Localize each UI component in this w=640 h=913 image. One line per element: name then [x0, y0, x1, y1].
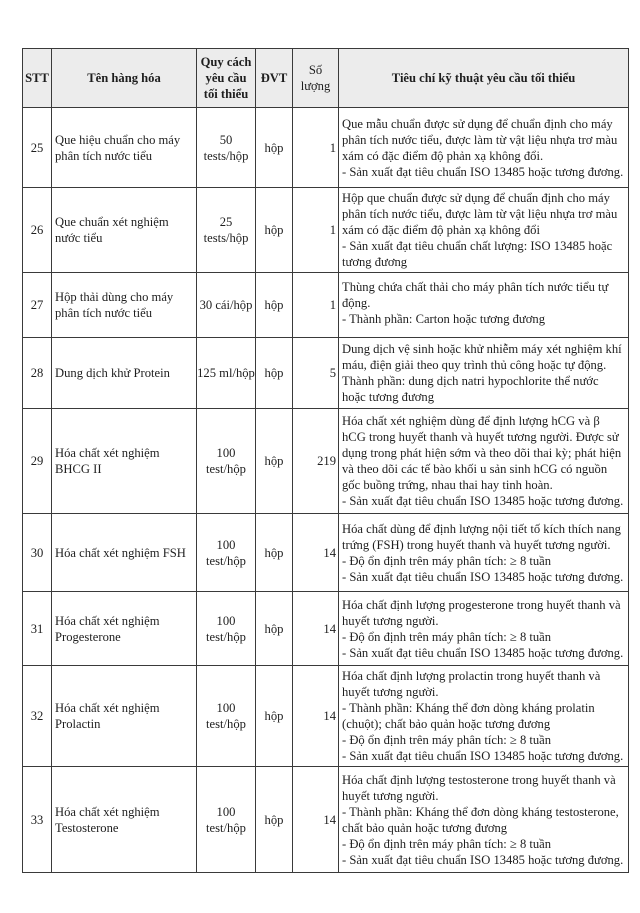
cell-qty: 14	[293, 767, 339, 873]
criteria-line: Thành phần: dung dịch natri hypochlorite thể nước hoặc tương đương	[342, 374, 599, 404]
document-page	[22, 48, 628, 873]
cell-criteria	[339, 666, 629, 767]
cell-spec	[197, 108, 256, 188]
cell-stt: 31	[23, 592, 52, 666]
cell-unit: hộp	[256, 767, 293, 873]
criteria-line: - Sản xuất đạt tiêu chuẩn ISO 13485 hoặc tương đương.	[342, 569, 624, 584]
cell-unit: hộp	[256, 188, 293, 273]
cell-spec	[197, 767, 256, 873]
criteria-line: - Sản xuất đạt tiêu chuẩn ISO 13485 hoặc tương đương.	[342, 164, 624, 179]
cell-criteria	[339, 338, 629, 409]
table-row	[23, 767, 629, 873]
header-qty	[293, 49, 339, 108]
cell-name: Hóa chất xét nghiệm Prolactin	[52, 666, 197, 767]
criteria-line: Hóa chất xét nghiệm dùng để định lượng hCG và β hCG trong huyết thanh và huyết tương người. Được sử dụng trong phát hiện sớm và theo dõi thai kỳ; phát hiện và theo dõi các tế bào khối u sản sinh hCG có nguồn gốc buồng trứng, nhau thai hay tinh hoàn.	[342, 414, 622, 492]
cell-spec-line: test/hộp	[206, 629, 246, 644]
cell-criteria	[339, 514, 629, 592]
header-spec-line: Quy cách	[200, 55, 252, 69]
header-spec-line: tối thiểu	[203, 87, 249, 101]
table-row	[23, 273, 629, 338]
criteria-line: - Độ ổn định trên máy phân tích: ≥ 8 tuần	[342, 733, 552, 747]
cell-spec-line: 100	[216, 613, 236, 628]
cell-criteria	[339, 108, 629, 188]
cell-spec-line: 100	[216, 804, 236, 819]
cell-name: Hộp thải dùng cho máy phân tích nước tiểu	[52, 273, 197, 338]
goods-spec-table	[22, 48, 629, 873]
cell-criteria	[339, 409, 629, 514]
criteria-line: - Sản xuất đạt tiêu chuẩn ISO 13485 hoặc tương đương.	[342, 645, 624, 660]
header-name: Tên hàng hóa	[52, 49, 197, 108]
table-row	[23, 592, 629, 666]
cell-spec-line: 100	[216, 701, 236, 715]
cell-spec-line: 50	[219, 132, 233, 147]
cell-stt: 26	[23, 188, 52, 273]
cell-spec-line: 100	[216, 537, 236, 552]
cell-unit: hộp	[256, 592, 293, 666]
criteria-line: Hóa chất định lượng testosterone trong huyết thanh và huyết tương người.	[342, 772, 616, 803]
cell-qty: 14	[293, 514, 339, 592]
cell-qty: 14	[293, 666, 339, 767]
cell-criteria	[339, 767, 629, 873]
table-row	[23, 666, 629, 767]
cell-spec-line: 25	[219, 215, 233, 229]
cell-spec-line: 125 ml/hộp	[197, 366, 255, 380]
criteria-line: Hóa chất dùng để định lượng nội tiết tố kích thích nang trứng (FSH) trong huyết thanh và huyết tương người.	[342, 521, 621, 552]
cell-qty: 1	[293, 188, 339, 273]
cell-stt: 29	[23, 409, 52, 514]
cell-unit: hộp	[256, 514, 293, 592]
cell-criteria	[339, 273, 629, 338]
cell-stt: 28	[23, 338, 52, 409]
cell-unit: hộp	[256, 338, 293, 409]
criteria-line: - Sản xuất đạt tiêu chuẩn ISO 13485 hoặc tương đương.	[342, 852, 624, 867]
header-qty-line: Số	[308, 63, 323, 77]
criteria-line: Hóa chất định lượng progesterone trong huyết thanh và huyết tương người.	[342, 597, 621, 628]
cell-unit: hộp	[256, 273, 293, 338]
table-row	[23, 108, 629, 188]
cell-spec-line: test/hộp	[206, 553, 246, 568]
cell-qty: 1	[293, 108, 339, 188]
criteria-line: - Độ ổn định trên máy phân tích: ≥ 8 tuần	[342, 629, 552, 644]
cell-criteria	[339, 188, 629, 273]
cell-spec-line: tests/hộp	[203, 148, 249, 163]
cell-spec-line: 100	[216, 446, 236, 460]
cell-spec	[197, 666, 256, 767]
cell-spec	[197, 409, 256, 514]
cell-spec	[197, 338, 256, 409]
cell-spec-line: tests/hộp	[203, 231, 249, 245]
cell-name: Hóa chất xét nghiệm Progesterone	[52, 592, 197, 666]
criteria-line: - Sản xuất đạt tiêu chuẩn chất lượng: ISO 13485 hoặc tương đương	[342, 239, 613, 269]
cell-stt: 30	[23, 514, 52, 592]
cell-name: Dung dịch khử Protein	[52, 338, 197, 409]
cell-qty: 5	[293, 338, 339, 409]
criteria-line: Hóa chất định lượng prolactin trong huyết thanh và huyết tương người.	[342, 669, 601, 699]
criteria-line: - Sản xuất đạt tiêu chuẩn ISO 13485 hoặc tương đương.	[342, 494, 624, 508]
cell-spec-line: 30 cái/hộp	[199, 298, 253, 312]
table-body	[23, 108, 629, 873]
cell-spec	[197, 273, 256, 338]
header-stt: STT	[23, 49, 52, 108]
cell-qty: 219	[293, 409, 339, 514]
criteria-line: - Thành phần: Kháng thể đơn dòng kháng prolatin (chuột); chất bảo quản hoặc tương đương	[342, 701, 595, 731]
criteria-line: Hộp que chuẩn được sử dụng để chuẩn định cho máy phân tích nước tiểu, được làm từ vật liệu nhựa trơ màu xám có đặc điểm độ phản xạ không đổi	[342, 191, 618, 237]
criteria-line: Que mẫu chuẩn được sử dụng để chuẩn định cho máy phân tích nước tiểu, được làm từ vật liệu nhựa trơ màu xám có đặc điểm độ phản xạ không đổi.	[342, 116, 618, 163]
table-header-row	[23, 49, 629, 108]
header-unit: ĐVT	[256, 49, 293, 108]
criteria-line: - Thành phần: Carton hoặc tương đương	[342, 312, 546, 326]
criteria-line: - Sản xuất đạt tiêu chuẩn ISO 13485 hoặc tương đương.	[342, 749, 624, 763]
cell-unit: hộp	[256, 409, 293, 514]
cell-spec-line: test/hộp	[206, 820, 246, 835]
table-row	[23, 514, 629, 592]
criteria-line: - Thành phần: Kháng thể đơn dòng kháng testosterone, chất bảo quản hoặc tương đương	[342, 804, 619, 835]
cell-stt: 25	[23, 108, 52, 188]
cell-unit: hộp	[256, 666, 293, 767]
header-spec	[197, 49, 256, 108]
cell-spec-line: test/hộp	[206, 717, 246, 731]
cell-name: Que chuẩn xét nghiệm nước tiểu	[52, 188, 197, 273]
criteria-line: - Độ ổn định trên máy phân tích: ≥ 8 tuần	[342, 836, 552, 851]
table-row	[23, 338, 629, 409]
header-qty-line: lượng	[300, 79, 331, 93]
cell-spec	[197, 514, 256, 592]
cell-qty: 1	[293, 273, 339, 338]
cell-stt: 33	[23, 767, 52, 873]
cell-stt: 32	[23, 666, 52, 767]
criteria-line: Dung dịch vệ sinh hoặc khử nhiễm máy xét nghiệm khí máu, điện giải theo quy trình thủ công hoặc tự động.	[342, 342, 622, 372]
cell-spec-line: test/hộp	[206, 462, 246, 476]
cell-criteria	[339, 592, 629, 666]
criteria-line: Thùng chứa chất thải cho máy phân tích nước tiểu tự động.	[342, 280, 609, 310]
cell-spec	[197, 188, 256, 273]
cell-unit: hộp	[256, 108, 293, 188]
header-spec-line: yêu cầu	[205, 71, 247, 85]
cell-stt: 27	[23, 273, 52, 338]
table-row	[23, 409, 629, 514]
cell-name: Hóa chất xét nghiệm FSH	[52, 514, 197, 592]
cell-name: Hóa chất xét nghiệm BHCG II	[52, 409, 197, 514]
cell-spec	[197, 592, 256, 666]
criteria-line: - Độ ổn định trên máy phân tích: ≥ 8 tuần	[342, 553, 552, 568]
table-row	[23, 188, 629, 273]
header-criteria: Tiêu chí kỹ thuật yêu cầu tối thiểu	[339, 49, 629, 108]
cell-name: Hóa chất xét nghiệm Testosterone	[52, 767, 197, 873]
cell-name: Que hiệu chuẩn cho máy phân tích nước tiểu	[52, 108, 197, 188]
cell-qty: 14	[293, 592, 339, 666]
